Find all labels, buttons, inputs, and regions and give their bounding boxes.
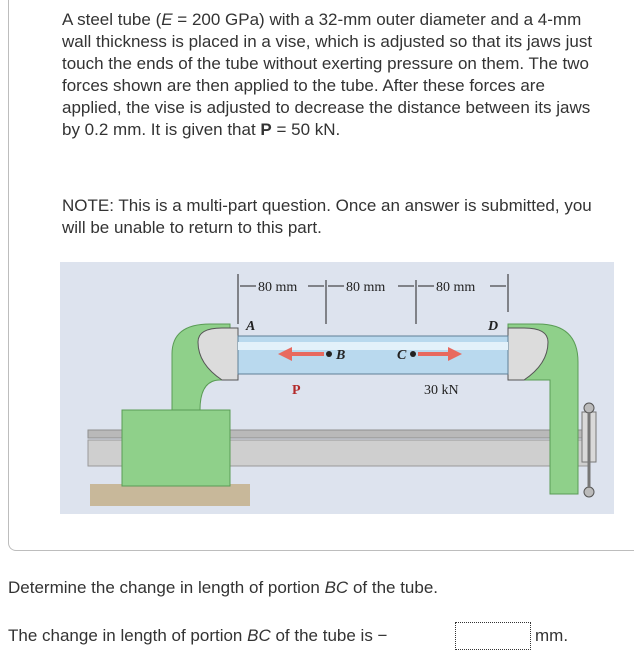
multipart-note: NOTE: This is a multi-part question. Once an answer is submitted, you will be unable to return to this part. bbox=[62, 196, 592, 237]
answer-row bbox=[8, 625, 387, 647]
vise-base bbox=[90, 484, 250, 506]
problem-statement bbox=[62, 9, 602, 141]
question-segment: BC bbox=[324, 578, 349, 597]
point-a-label: A bbox=[246, 319, 256, 334]
answer-unit: mm. bbox=[535, 626, 569, 645]
answer-input[interactable] bbox=[456, 623, 534, 651]
question-suffix: of the tube. bbox=[348, 578, 439, 597]
point-d-label: D bbox=[488, 319, 499, 334]
answer-segment: BC bbox=[247, 626, 271, 645]
steel-tube bbox=[238, 336, 508, 374]
point-b-label: B bbox=[336, 348, 346, 363]
tube-highlight bbox=[238, 342, 508, 350]
handle-knob-bottom bbox=[584, 487, 594, 497]
answer-sign: − bbox=[377, 626, 388, 645]
answer-middle: of the tube is bbox=[270, 626, 378, 645]
point-c-label: C bbox=[397, 348, 407, 363]
vise-diagram bbox=[60, 262, 614, 514]
handle-knob-top bbox=[584, 403, 594, 413]
answer-input-box[interactable] bbox=[455, 622, 531, 650]
vise-left-block bbox=[122, 410, 230, 486]
dim-label-cd: 80 mm bbox=[436, 280, 476, 295]
dim-label-bc: 80 mm bbox=[346, 280, 386, 295]
force-30kn-label: 30 kN bbox=[424, 383, 459, 398]
point-c-marker bbox=[410, 351, 416, 357]
force-value: = 50 kN. bbox=[271, 120, 341, 139]
point-b-marker bbox=[326, 351, 332, 357]
problem-text-body: = 200 GPa) with a 32-mm outer diameter and a 4-mm wall thickness is placed in a vise, which is adjusted so that its jaws just touch the ends of the tube without exerting pressure on them. The two forces shown are then applied to the tube. After these forces are applied, the vise is adjusted to decrease the distance between its jaws by 0.2 mm. It is given that bbox=[62, 10, 593, 139]
force-symbol: P bbox=[260, 120, 272, 139]
dim-label-ab: 80 mm bbox=[258, 280, 298, 295]
question-prompt bbox=[8, 577, 438, 599]
modulus-symbol: E bbox=[161, 10, 173, 29]
question-prefix: Determine the change in length of portion bbox=[8, 578, 325, 597]
tube-vise-figure bbox=[60, 262, 614, 514]
problem-text-intro: A steel tube ( bbox=[62, 10, 162, 29]
force-p-label: P bbox=[292, 383, 301, 398]
answer-prefix: The change in length of portion bbox=[8, 626, 248, 645]
